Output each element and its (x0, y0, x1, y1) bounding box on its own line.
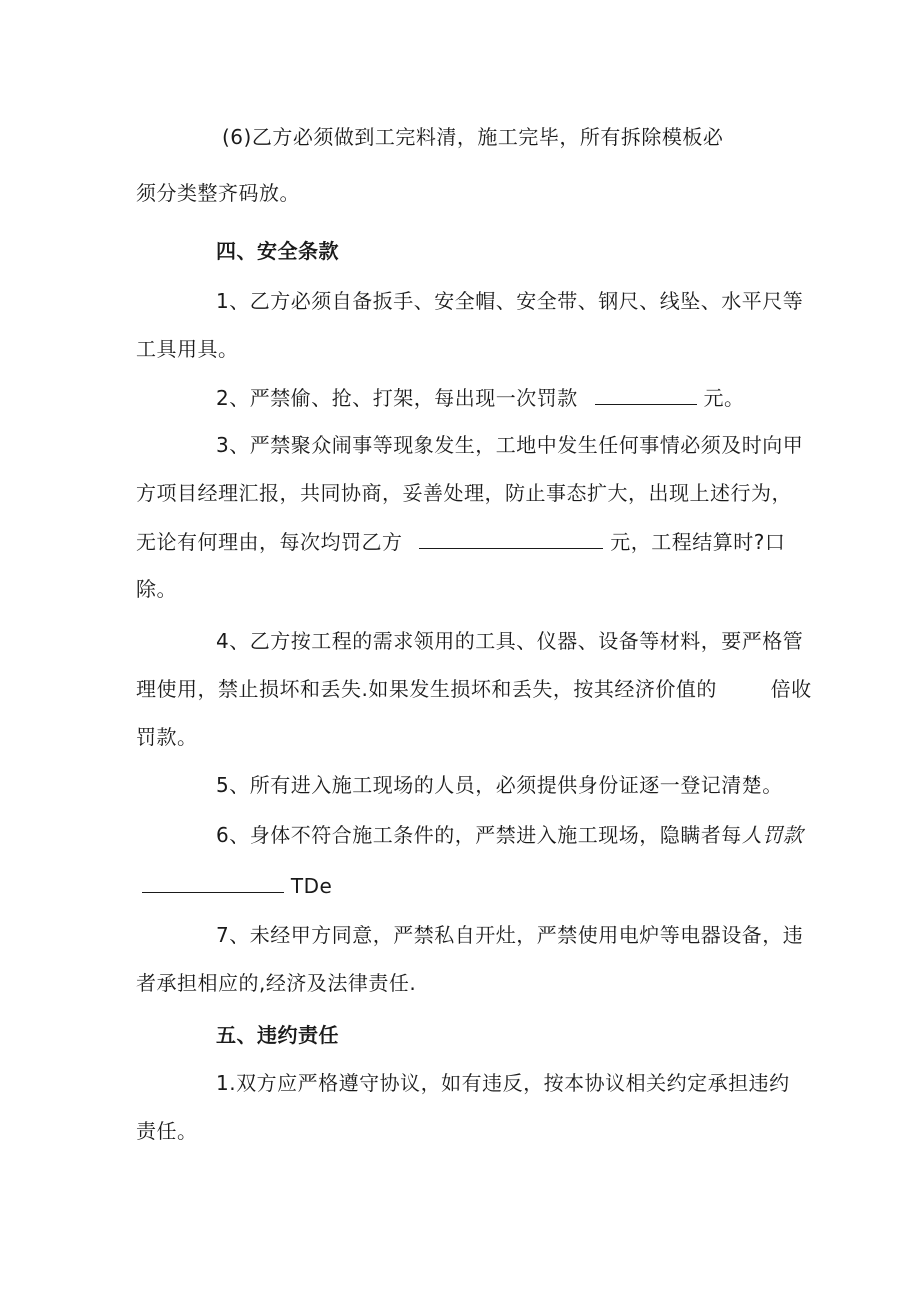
s4-item-6-line-1-italic: 人罚款 (741, 823, 804, 847)
s5-item-1-line-1: 1.双方应严格遵守协议，如有违反，按本协议相关约定承担违约 (216, 1071, 790, 1095)
s4-item-2-prefix: 2、严禁偷、抢、打架，每出现一次罚款 (216, 386, 578, 410)
section-4-heading: 四、安全条款 (216, 239, 339, 263)
item-6-line-2: 须分类整齐码放。 (136, 181, 300, 205)
s4-item-3-line-1: 3、严禁聚众闹事等现象发生，工地中发生任何事情必须及时向甲 (216, 433, 804, 457)
s4-item-4-line-2-prefix: 理使用，禁止损坏和丢失.如果发生损坏和丢失，按其经济价值的 (136, 677, 717, 701)
item-6-line-1: (6)乙方必须做到工完料清，施工完毕，所有拆除模板必 (222, 125, 724, 149)
s5-item-1-line-2: 责任。 (136, 1119, 198, 1143)
s4-item-6-line-1-prefix: 6、身体不符合施工条件的，严禁进入施工现场，隐瞒者每 (216, 823, 742, 847)
s4-item-4-line-2 (136, 676, 812, 702)
s4-item-2 (216, 384, 744, 411)
s4-item-3-line-3-suffix: 元，工程结算时?口 (610, 530, 786, 554)
fine-amount-blank (595, 384, 697, 405)
s4-item-4-line-2-suffix: 倍收 (770, 677, 812, 701)
s4-item-3-line-3-prefix: 无论有何理由，每次均罚乙方 (136, 530, 403, 554)
s4-item-3-line-2: 方项目经理汇报，共同协商，妥善处理，防止事态扩大，出现上述行为， (136, 481, 792, 505)
s4-item-6-line-2-suffix: TDe (290, 874, 333, 898)
section-5-heading: 五、违约责任 (216, 1023, 339, 1047)
s4-item-6-line-2 (142, 872, 332, 899)
s4-item-1-line-1: 1、乙方必须自备扳手、安全帽、安全带、钢尺、线坠、水平尺等 (216, 289, 804, 313)
s4-item-7-line-2: 者承担相应的,经济及法律责任. (136, 971, 417, 995)
s4-item-6-line-1 (216, 822, 803, 848)
per-person-fine-blank (142, 872, 284, 893)
s4-item-4-line-1: 4、乙方按工程的需求领用的工具、仪器、设备等材料，要严格管 (216, 629, 804, 653)
penalty-amount-blank (419, 528, 603, 549)
s4-item-3-line-4: 除。 (136, 577, 177, 601)
s4-item-7-line-1: 7、未经甲方同意，严禁私自开灶，严禁使用电炉等电器设备，违 (216, 923, 804, 947)
s4-item-1-line-2: 工具用具。 (136, 337, 239, 361)
s4-item-2-suffix: 元。 (703, 386, 745, 410)
s4-item-4-line-3: 罚款。 (136, 725, 198, 749)
s4-item-5: 5、所有进入施工现场的人员，必须提供身份证逐一登记清楚。 (216, 773, 783, 797)
s4-item-3-line-3 (136, 528, 785, 555)
